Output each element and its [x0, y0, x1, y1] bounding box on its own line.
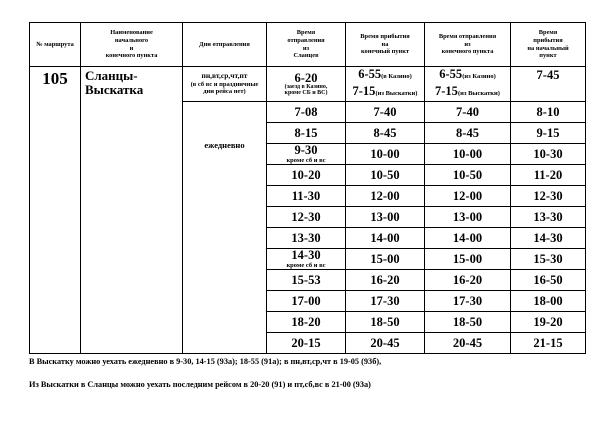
arr-start-cell: 16-50 — [511, 270, 586, 291]
arr-end-cell: 14-00 — [346, 228, 425, 249]
dep-from-cell: 15-53 — [267, 270, 346, 291]
dep-end-cell: 17-30 — [425, 291, 511, 312]
dep-end-cell: 18-50 — [425, 312, 511, 333]
arr-start-cell: 14-30 — [511, 228, 586, 249]
dep-from-cell: 8-15 — [267, 123, 346, 144]
arr-end-cell: 6-55(в Казино) 7-15(из Выскатки) — [346, 67, 425, 102]
days-daily: ежедневно — [183, 102, 267, 354]
dep-end-cell: 14-00 — [425, 228, 511, 249]
dep-end-cell: 10-00 — [425, 144, 511, 165]
arr-start-cell: 15-30 — [511, 249, 586, 270]
header-dep-from: Время отправления из Сланцев — [267, 23, 346, 67]
route-number: 105 — [30, 67, 81, 354]
dep-from-cell: 6-20 (заезд в Казино, кроме СБ и ВС) — [267, 67, 346, 102]
header-name: Наименование начального и конечного пункта — [81, 23, 183, 67]
arr-start-cell: 8-10 — [511, 102, 586, 123]
dep-end-cell: 10-50 — [425, 165, 511, 186]
header-route: № маршрута — [30, 23, 81, 67]
arr-end-cell: 8-45 — [346, 123, 425, 144]
dep-from-cell: 13-30 — [267, 228, 346, 249]
arr-start-cell: 10-30 — [511, 144, 586, 165]
arr-start-cell: 11-20 — [511, 165, 586, 186]
dep-from-cell: 7-08 — [267, 102, 346, 123]
dep-note: кроме сб и вс — [286, 157, 326, 164]
dep-end-cell: 12-00 — [425, 186, 511, 207]
header-arr-end: Время прибытия на конечный пункт — [346, 23, 425, 67]
arr-start-cell: 19-20 — [511, 312, 586, 333]
note-from-vyskatka: Из Выскатки в Сланцы можно уехать последним рейсом в 20-20 (91) и пт,сб,вс в 21-00 (93а) — [29, 380, 371, 389]
dep-note: кроме сб и вс — [286, 262, 326, 269]
dep-from-cell: 11-30 — [267, 186, 346, 207]
arr-end-cell: 16-20 — [346, 270, 425, 291]
arr-end-cell: 20-45 — [346, 333, 425, 354]
dep-from-cell: 9-30 кроме сб и вс — [267, 144, 346, 165]
dep-from-cell: 17-00 — [267, 291, 346, 312]
dep-from-cell: 18-20 — [267, 312, 346, 333]
arr-end-cell: 10-50 — [346, 165, 425, 186]
header-days: Дни отправления — [183, 23, 267, 67]
dep-end-cell: 6-55(из Казино) 7-15(из Выскатки) — [425, 67, 511, 102]
arr-end-cell: 13-00 — [346, 207, 425, 228]
dep-from-cell: 10-20 — [267, 165, 346, 186]
dep-end-cell: 20-45 — [425, 333, 511, 354]
days-weekdays: пн,вт,ср,чт,пт (в сб вс и праздничные дни рейса нет) — [183, 67, 267, 102]
note-to-vyskatka: В Выскатку можно уехать ежедневно в 9-30, 14-15 (93а); 18-55 (91а); в пн,вт,ср,чт в 19-05 (93б), — [29, 357, 382, 366]
arr-end-cell: 7-40 — [346, 102, 425, 123]
table-row — [30, 67, 586, 102]
dep-from-cell: 12-30 — [267, 207, 346, 228]
arr-end-cell: 10-00 — [346, 144, 425, 165]
arr-end-cell: 18-50 — [346, 312, 425, 333]
header-arr-start: Время прибытия на начальный пункт — [511, 23, 586, 67]
arr-end-cell: 17-30 — [346, 291, 425, 312]
arr-start-cell: 12-30 — [511, 186, 586, 207]
dep-end-cell: 15-00 — [425, 249, 511, 270]
dep-end-cell: 7-40 — [425, 102, 511, 123]
arr-end-cell: 15-00 — [346, 249, 425, 270]
header-dep-end: Время отправления из конечного пункта — [425, 23, 511, 67]
arr-end-cell: 12-00 — [346, 186, 425, 207]
arr-start-cell: 13-30 — [511, 207, 586, 228]
dep-end-cell: 16-20 — [425, 270, 511, 291]
arr-start-cell: 21-15 — [511, 333, 586, 354]
arr-start-cell: 7-45 — [511, 67, 586, 102]
dep-from-cell: 14-30 кроме сб и вс — [267, 249, 346, 270]
route-name: Сланцы- Выскатка — [81, 67, 183, 354]
arr-start-cell: 18-00 — [511, 291, 586, 312]
dep-end-cell: 13-00 — [425, 207, 511, 228]
arr-start-cell: 9-15 — [511, 123, 586, 144]
dep-from-cell: 20-15 — [267, 333, 346, 354]
schedule-table — [29, 22, 586, 354]
header-row — [30, 23, 586, 67]
dep-end-cell: 8-45 — [425, 123, 511, 144]
